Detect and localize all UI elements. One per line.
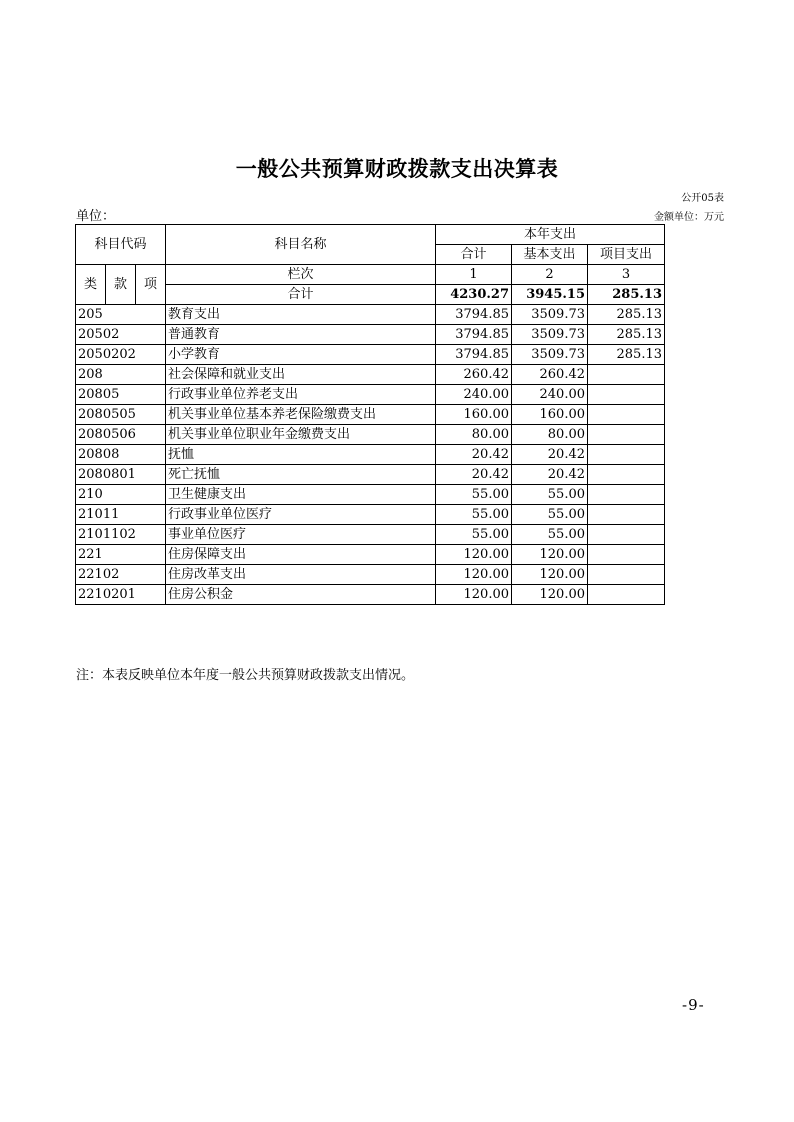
subject-code: 2080505 <box>76 405 166 425</box>
subject-name: 小学教育 <box>166 345 436 365</box>
header-total: 合计 <box>436 245 512 265</box>
amount-project <box>588 445 665 465</box>
subject-name: 教育支出 <box>166 305 436 325</box>
unit-label: 单位： <box>76 209 116 224</box>
amount-basic: 3509.73 <box>512 305 588 325</box>
table-row <box>76 565 665 585</box>
table-row <box>76 585 665 605</box>
header-lei: 类 <box>76 265 106 305</box>
amount-project <box>588 405 665 425</box>
amount-total: 55.00 <box>436 505 512 525</box>
amount-total: 240.00 <box>436 385 512 405</box>
amount-project <box>588 565 665 585</box>
header-current-year: 本年支出 <box>436 225 665 245</box>
subject-code: 20805 <box>76 385 166 405</box>
page-number: -9- <box>682 996 705 1014</box>
table-note: 注：本表反映单位本年度一般公共预算财政拨款支出情况。 <box>76 668 415 683</box>
amount-total: 80.00 <box>436 425 512 445</box>
amount-basic: 160.00 <box>512 405 588 425</box>
table-row <box>76 365 665 385</box>
table-row <box>76 485 665 505</box>
total-basic: 3945.15 <box>512 285 588 305</box>
header-kuan: 款 <box>106 265 136 305</box>
amount-project <box>588 485 665 505</box>
table-row <box>76 465 665 485</box>
subject-code: 22102 <box>76 565 166 585</box>
amount-total: 120.00 <box>436 545 512 565</box>
amount-basic: 240.00 <box>512 385 588 405</box>
subject-name: 事业单位医疗 <box>166 525 436 545</box>
amount-total: 160.00 <box>436 405 512 425</box>
amount-basic: 55.00 <box>512 525 588 545</box>
amount-total: 260.42 <box>436 365 512 385</box>
amount-basic: 20.42 <box>512 445 588 465</box>
subject-code: 208 <box>76 365 166 385</box>
amount-unit-label: 金额单位：万元 <box>654 212 724 223</box>
amount-basic: 120.00 <box>512 585 588 605</box>
header-col-1: 1 <box>436 265 512 285</box>
amount-project <box>588 525 665 545</box>
subject-name: 行政事业单位医疗 <box>166 505 436 525</box>
amount-project: 285.13 <box>588 325 665 345</box>
header-project: 项目支出 <box>588 245 665 265</box>
subject-code: 221 <box>76 545 166 565</box>
total-project: 285.13 <box>588 285 665 305</box>
subject-code: 2080506 <box>76 425 166 445</box>
amount-basic: 20.42 <box>512 465 588 485</box>
subject-code: 2101102 <box>76 525 166 545</box>
amount-total: 3794.85 <box>436 305 512 325</box>
amount-project <box>588 365 665 385</box>
subject-code: 20502 <box>76 325 166 345</box>
amount-total: 3794.85 <box>436 345 512 365</box>
header-column-label: 栏次 <box>166 265 436 285</box>
table-row <box>76 425 665 445</box>
subject-name: 卫生健康支出 <box>166 485 436 505</box>
subject-code: 20808 <box>76 445 166 465</box>
amount-project <box>588 385 665 405</box>
table-body <box>76 305 665 605</box>
amount-project <box>588 545 665 565</box>
amount-basic: 55.00 <box>512 485 588 505</box>
amount-project: 285.13 <box>588 345 665 365</box>
amount-basic: 3509.73 <box>512 325 588 345</box>
header-basic: 基本支出 <box>512 245 588 265</box>
subject-name: 社会保障和就业支出 <box>166 365 436 385</box>
table-row <box>76 545 665 565</box>
total-amount: 4230.27 <box>436 285 512 305</box>
amount-basic: 120.00 <box>512 565 588 585</box>
amount-total: 20.42 <box>436 445 512 465</box>
table-row <box>76 445 665 465</box>
amount-basic: 80.00 <box>512 425 588 445</box>
subject-name: 住房改革支出 <box>166 565 436 585</box>
subject-code: 205 <box>76 305 166 325</box>
subject-name: 机关事业单位职业年金缴费支出 <box>166 425 436 445</box>
subject-name: 住房公积金 <box>166 585 436 605</box>
amount-project <box>588 585 665 605</box>
table-row <box>76 505 665 525</box>
header-col-2: 2 <box>512 265 588 285</box>
total-label: 合计 <box>166 285 436 305</box>
table-row <box>76 405 665 425</box>
table-row <box>76 525 665 545</box>
subject-name: 抚恤 <box>166 445 436 465</box>
amount-project <box>588 465 665 485</box>
subject-name: 机关事业单位基本养老保险缴费支出 <box>166 405 436 425</box>
budget-table <box>75 224 665 605</box>
subject-code: 2080801 <box>76 465 166 485</box>
amount-total: 20.42 <box>436 465 512 485</box>
subject-code: 21011 <box>76 505 166 525</box>
header-xiang: 项 <box>136 265 166 305</box>
amount-basic: 120.00 <box>512 545 588 565</box>
form-number: 公开05表 <box>681 193 724 204</box>
header-subject-name: 科目名称 <box>166 225 436 265</box>
table-row <box>76 385 665 405</box>
amount-total: 120.00 <box>436 585 512 605</box>
subject-name: 行政事业单位养老支出 <box>166 385 436 405</box>
header-subject-code: 科目代码 <box>76 225 166 265</box>
amount-project <box>588 425 665 445</box>
amount-total: 55.00 <box>436 525 512 545</box>
amount-project <box>588 505 665 525</box>
amount-basic: 55.00 <box>512 505 588 525</box>
subject-code: 2210201 <box>76 585 166 605</box>
page-title: 一般公共预算财政拨款支出决算表 <box>235 157 559 181</box>
subject-name: 普通教育 <box>166 325 436 345</box>
subject-code: 2050202 <box>76 345 166 365</box>
subject-name: 死亡抚恤 <box>166 465 436 485</box>
table-row <box>76 345 665 365</box>
amount-basic: 260.42 <box>512 365 588 385</box>
amount-total: 120.00 <box>436 565 512 585</box>
table-row <box>76 325 665 345</box>
table-header <box>76 225 665 305</box>
header-col-3: 3 <box>588 265 665 285</box>
subject-code: 210 <box>76 485 166 505</box>
amount-total: 3794.85 <box>436 325 512 345</box>
amount-project: 285.13 <box>588 305 665 325</box>
amount-total: 55.00 <box>436 485 512 505</box>
amount-basic: 3509.73 <box>512 345 588 365</box>
subject-name: 住房保障支出 <box>166 545 436 565</box>
table-row <box>76 305 665 325</box>
